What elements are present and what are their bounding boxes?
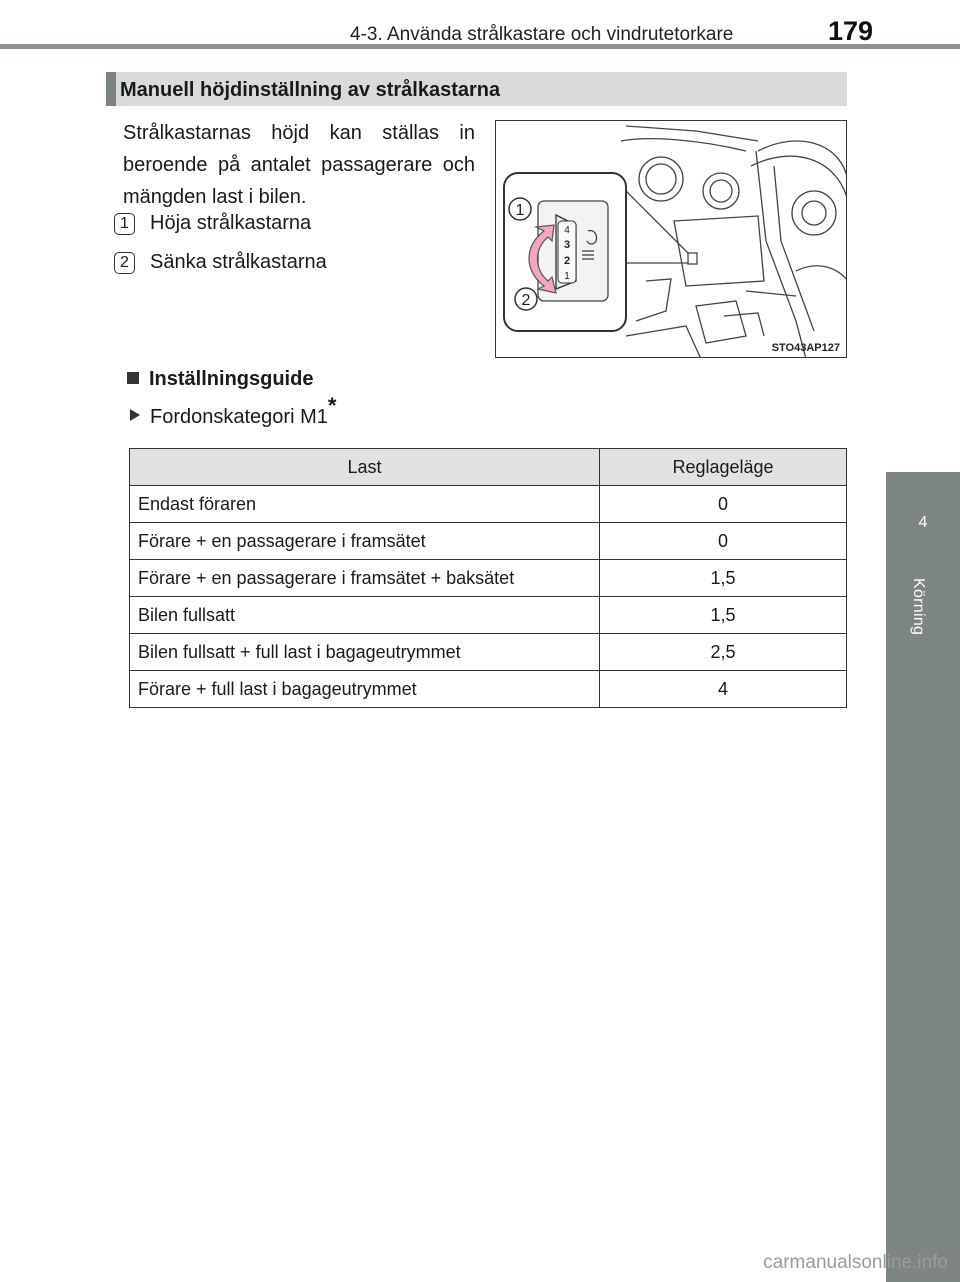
position-cell: 2,5 <box>600 634 847 671</box>
load-cell: Förare + en passagerare i framsätet + baksätet <box>130 560 600 597</box>
watermark-link[interactable]: carmanualsonline.info <box>763 1252 948 1273</box>
dial-mark-4: 4 <box>564 225 570 236</box>
callout-1: 1 <box>515 202 525 219</box>
square-bullet-icon <box>127 372 139 384</box>
vehicle-category-heading <box>130 393 337 429</box>
step-number-badge: 1 <box>114 213 135 235</box>
dashboard-drawing <box>496 121 847 358</box>
load-cell: Bilen fullsatt + full last i bagageutrymmet <box>130 634 600 671</box>
step-label: Sänka strålkastarna <box>150 251 327 273</box>
load-cell: Förare + en passagerare i framsätet <box>130 523 600 560</box>
load-cell: Bilen fullsatt <box>130 597 600 634</box>
step-label: Höja strålkastarna <box>150 212 312 234</box>
position-cell: 0 <box>600 523 847 560</box>
figure-code: STO43AP127 <box>771 342 840 354</box>
table-row <box>130 560 847 597</box>
section-title: Manuell höjdinställning av strålkastarna <box>120 79 501 101</box>
settings-guide-heading <box>127 368 313 391</box>
side-tab-label: Körning <box>910 578 927 636</box>
table-row <box>130 486 847 523</box>
load-cell: Endast föraren <box>130 486 600 523</box>
dial-mark-2: 2 <box>563 255 571 267</box>
position-cell: 4 <box>600 671 847 708</box>
footnote-asterisk: * <box>327 393 337 419</box>
dial-mark-1: 1 <box>564 271 570 282</box>
table-row <box>130 671 847 708</box>
load-cell: Förare + full last i bagageutrymmet <box>130 671 600 708</box>
load-setting-table <box>129 448 847 708</box>
column-header-load: Last <box>130 449 600 486</box>
table-row <box>130 597 847 634</box>
triangle-bullet-icon <box>130 409 140 421</box>
vehicle-category-text: Fordonskategori M1 <box>150 406 328 428</box>
page-number: 179 <box>828 16 874 46</box>
position-cell: 1,5 <box>600 597 847 634</box>
column-header-dial-position: Reglageläge <box>600 449 847 486</box>
position-cell: 0 <box>600 486 847 523</box>
headlight-dial-illustration <box>495 120 847 358</box>
table-row <box>130 523 847 560</box>
table-row <box>130 634 847 671</box>
intro-paragraph: Strålkastarnas höjd kan ställas in beroende på antalet passagerare och mängden last i bilen. <box>123 122 475 208</box>
dial-mark-3: 3 <box>563 239 571 251</box>
side-tab-number: 4 <box>918 514 928 531</box>
step-number-badge: 2 <box>114 252 135 274</box>
table-header-row <box>130 449 847 486</box>
callout-2: 2 <box>521 292 531 309</box>
settings-guide-text: Inställningsguide <box>149 368 314 390</box>
chapter-title: 4-3. Använda strålkastare och vindrutetorkare <box>350 24 734 45</box>
position-cell: 1,5 <box>600 560 847 597</box>
